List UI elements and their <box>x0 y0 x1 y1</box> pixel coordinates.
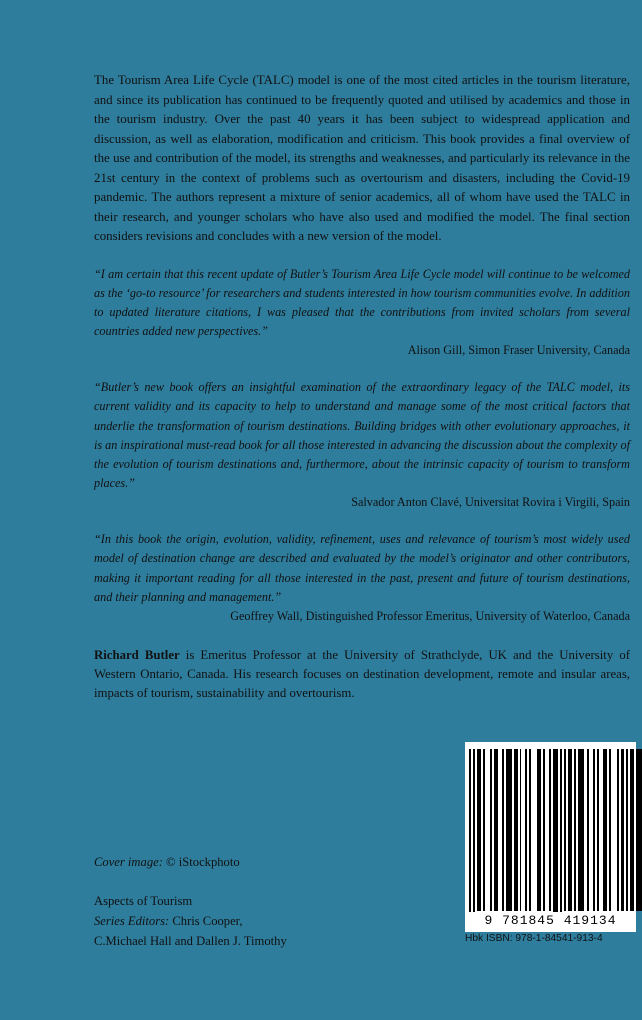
author-bio-text: is Emeritus Professor at the University of Strathclyde, UK and the University of Western Ontario, Canada. His research focuses on destination development, remote and insular areas, impacts of tourism, sustainability and overtourism. <box>94 647 630 701</box>
footer-credits <box>94 852 414 951</box>
main-content <box>94 71 630 703</box>
series-editors-label: Series Editors: <box>94 914 170 928</box>
endorsement-text: “In this book the origin, evolution, validity, refinement, uses and relevance of tourism’s most widely used model of destination change are described and evaluated by the model’s originator and other contributors, making it important reading for all those interested in the past, present and future of tourism destinations, and their planning and management.” <box>94 532 630 604</box>
book-description: The Tourism Area Life Cycle (TALC) model is one of the most cited articles in the tourism literature, and since its publication has continued to be frequently quoted and utilised by academics and those in the tourism industry. Over the past 40 years it has been subject to widespread application and discussion, as well as elaboration, modification and criticism. This book provides a final overview of the use and contribution of the model, its strengths and weaknesses, and particularly its relevance in the 21st century in the context of problems such as overtourism and disasters, including the Covid-19 pandemic. The authors represent a mixture of senior academics, all of whom have used the TALC in their research, and younger scholars who have also used and modified the model. The final section considers revisions and concludes with a new version of the model. <box>94 73 630 243</box>
endorsement-3 <box>94 530 630 626</box>
series-name: Aspects of Tourism <box>94 894 193 908</box>
endorsement-2 <box>94 378 630 512</box>
cover-credit-label: Cover image: <box>94 855 163 869</box>
barcode-icon <box>469 749 629 911</box>
endorsement-text: “I am certain that this recent update of Butler’s Tourism Area Life Cycle model will continue to be welcomed as the ‘go-to resource’ for researchers and students interested in how tourism communities evolve. In addition to updated literature citations, I was pleased that the contributions from invited scholars from several countries added new perspectives.” <box>94 266 630 339</box>
cover-credit <box>94 852 414 872</box>
barcode-digits: 9 781845 419134 <box>465 912 636 930</box>
series-editors <box>94 911 414 931</box>
isbn-label: Hbk ISBN: 978-1-84541-913-4 <box>465 933 603 944</box>
author-bio <box>94 646 630 704</box>
series-editors-line2: C.Michael Hall and Dallen J. Timothy <box>94 934 287 948</box>
barcode-panel <box>465 742 636 932</box>
cover-credit-value: © iStockphoto <box>162 855 240 869</box>
endorsement-attribution: Salvador Anton Clavé, Universitat Rovira i Virgili, Spain <box>351 495 630 510</box>
endorsement-text: “Butler’s new book offers an insightful examination of the extraordinary legacy of the TALC model, its current validity and its capacity to help to understand and manage some of the most critical factors that underlie the transformation of tourism destinations. Building bridges with other evolutionary approaches, it is an inspirational must-read book for all those interested in advancing the discussion about the complexity of the evolution of tourism destinations and, furthermore, about the intrinsic capacity of tourism to transform places.” <box>94 380 630 491</box>
endorsement-1 <box>94 265 630 361</box>
series-info <box>94 891 414 951</box>
endorsement-attribution: Geoffrey Wall, Distinguished Professor Emeritus, University of Waterloo, Canada <box>230 608 630 623</box>
author-name: Richard Butler <box>94 647 180 662</box>
endorsement-attribution: Alison Gill, Simon Fraser University, Canada <box>407 343 630 358</box>
series-editors-line1: Chris Cooper, <box>169 914 243 928</box>
